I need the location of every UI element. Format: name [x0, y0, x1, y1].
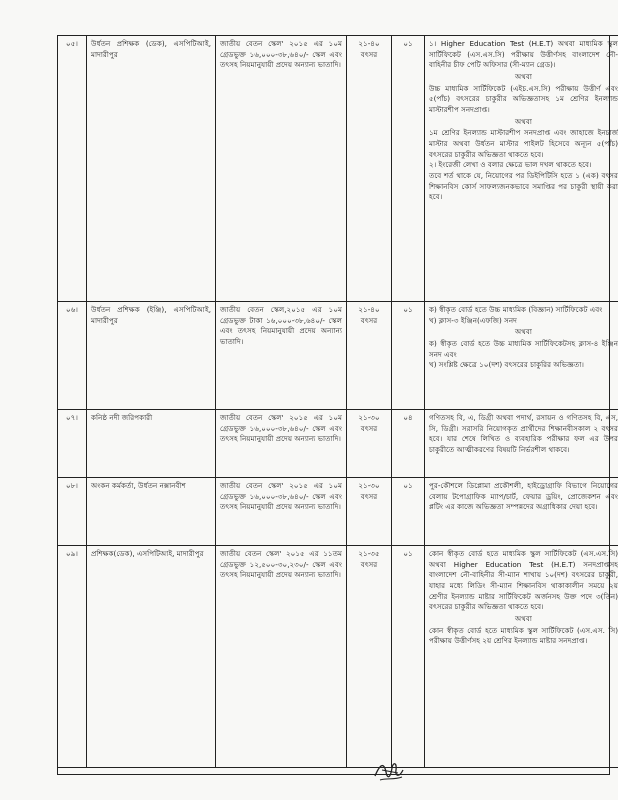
- qualification-paragraph: ২। ইংরেজী লেখা ও বলার ক্ষেত্রে ভাল দখল থাকতে হবে।: [429, 160, 592, 170]
- qualification-paragraph: খ) সংশ্লিষ্ট ক্ষেত্রে ১০(দশ) বৎসরের চাকুরির অভিজ্ঞতা।: [429, 360, 584, 370]
- qualification: [425, 36, 618, 302]
- job-table-body: [58, 36, 618, 768]
- table-row: [58, 302, 618, 410]
- qualification-paragraph: তবে শর্ত থাকে যে, নিয়োগের পর ডিইপিটিসি হতে ১ (এক) বৎসর শিক্ষানবিস কোর্স সাফল্যজনকভাবে সমাপ্তির পর চাকুরী স্থায়ী করা হবে।: [429, 170, 618, 202]
- qualification-paragraph: ক) স্বীকৃত বোর্ড হতে উচ্চ মাধ্যমিক (বিজ্ঞান) সার্টিফিকেট এবং: [429, 305, 603, 314]
- age-limit: ২১-৩০ বৎসর: [347, 478, 392, 546]
- table-row: [58, 478, 618, 546]
- post-count: ০১: [392, 36, 425, 302]
- table-row: [58, 546, 618, 768]
- or-separator: অথবা: [515, 71, 532, 81]
- or-separator: অথবা: [515, 327, 532, 337]
- post-name: প্রশিক্ষক(ডেক), এসপিটিআই, মাদারীপুর: [87, 546, 216, 768]
- table-row: [58, 410, 618, 478]
- qualification: [425, 546, 618, 768]
- pay-scale: জাতীয় বেতন স্কেল,২০১৫ এর ১০ম গ্রেডভুক্ত টাকা ১৬,০০০-৩৮,৬৪০/- স্কেল এবং তৎসহ নিয়মানুযায়ী প্রদেয় অন্যান্য ভাতাদি।: [216, 302, 347, 410]
- qualification-paragraph: কোন স্বীকৃত বোর্ড হতে মাধ্যমিক স্কুল সার্টিফিকেট (এস.এস. সি) পরীক্ষায় উত্তীর্ণসহ ২য় শ্রেণির ইনল্যান্ড মাষ্টার সনদপ্রাপ্ত।: [429, 625, 618, 646]
- age-limit: ২১-৩৫ বৎসর: [347, 546, 392, 768]
- qualification-paragraph: উচ্চ মাধ্যমিক সার্টিফিকেট (এইচ.এস.সি) পরীক্ষায় উত্তীর্ণ এবং ৫(পাঁচ) বৎসরের চাকুরীর অভিজ্ঞতাসহ ১ম শ্রেণির ইনল্যান্ড মাস্টারশীপ সনদপ্রাপ্ত।: [429, 83, 618, 114]
- serial-number: ০৭।: [58, 410, 87, 478]
- qualification-paragraph: খ) ক্লাস-৩ ইঞ্জিন(এফজি) সনদ: [429, 315, 517, 325]
- signature: [372, 758, 406, 784]
- post-name: উর্ধতন প্রশিক্ষক (ইঞ্জি), এসপিটিআই, মাদারীপুর: [87, 302, 216, 410]
- serial-number: ০৫।: [58, 36, 87, 302]
- qualification-paragraph: ১। Higher Education Test (H.E.T) অথবা মাধ্যমিক স্কুল সার্টিফিকেট (এস.এস.সি) পরীক্ষায় উত্তীর্ণসহ বাংলাদেশ নৌ-বাহিনীর চীফ পেটি অফিসার (সী-ম্যান গ্রেড)।: [429, 39, 618, 70]
- qualification: [425, 478, 618, 546]
- age-limit: ২১-৪০ বৎসর: [347, 302, 392, 410]
- pay-scale: জাতীয় বেতন স্কেল' ২০১৫ এর ১০ম গ্রেডভুক্ত ১৬,০০০-৩৮,৬৪০/- স্কেল এবং তৎসহ নিয়মানুযায়ী প্রদেয় অন্যান্য ভাতাদি।: [216, 410, 347, 478]
- age-limit: ২১-৩০ বৎসর: [347, 410, 392, 478]
- post-count: ০১: [392, 302, 425, 410]
- post-name: কনিষ্ঠ নদী জরিপকারী: [87, 410, 216, 478]
- job-table: [57, 35, 618, 768]
- qualification-paragraph: কোন স্বীকৃত বোর্ড হতে মাধ্যমিক স্কুল সার্টিফিকেট (এস.এস.সি) অথবা Higher Education Test (H.E.T) সনদপ্রাপ্তসহ বাংলাদেশ নৌ-বাহিনীর সী-ম্যান শাখায় ১০(দশ) বৎসরের চাকুরী, যাহার মধ্যে লিডিং সী-ম্যান শিক্ষানবিস থাকাকালীন সময়ে ২য় শ্রেণীর ইনল্যান্ড মাষ্টার সার্টিফিকেট অর্জনসহ উক্ত পদে ৩(তিন) বৎসরের চাকুরীর অভিজ্ঞতা থাকতে হবে।: [429, 549, 618, 612]
- serial-number: ০৮।: [58, 478, 87, 546]
- qualification: [425, 302, 618, 410]
- post-name: উর্ধতন প্রশিক্ষক (ডেক), এসপিটিআই, মাদারীপুর: [87, 36, 216, 302]
- post-count: ০১: [392, 478, 425, 546]
- pay-scale: জাতীয় বেতন স্কেল' ২০১৫ এর ১১তম গ্রেডভুক্ত ১২,৫০০-৩০,২৩০/- স্কেল এবং তৎসহ নিয়মানুযায়ী প্রদেয় অন্যান্য ভাতাদি।: [216, 546, 347, 768]
- pay-scale: জাতীয় বেতন স্কেল' ২০১৫ এর ১০ম গ্রেডভুক্ত ১৬,০০০-৩৮,৬৪০/- স্কেল এবং তৎসহ নিয়মানুযায়ী প্রদেয় অন্যান্য ভাতাদি।: [216, 478, 347, 546]
- qualification-paragraph: পুর-কৌশলে ডিপ্লোমা প্রকৌশলী, হাইড্রোগ্রাফি বিভাগে নিয়োগের বেলায় টপোগ্রাফিক ম্যাপ/চার্ট, ফেয়ার ড্রয়িং, প্রোজেকশন এবং প্লটিং এর কাজে অভিজ্ঞতা সম্পন্নদের অগ্রাধিকার দেয়া হবে।: [429, 481, 618, 512]
- qualification-paragraph: গণিতসহ বি, এ, ডিগ্রী অথবা পদার্থ, রসায়ন ও গণিতসহ বি, এস, সি, ডিগ্রী। সরাসরি নিয়োগকৃত প্রার্থীদের শিক্ষানবীসকাল ২ বৎসর হবে। যার শেষে লিখিত ও ব্যবহারিক পরীক্ষার ফল এর উপর চাকুরীতে আত্মীকরণের বিষয়টি নির্ভরশীল থাকবে।: [429, 413, 618, 454]
- table-row: [58, 36, 618, 302]
- qualification: [425, 410, 618, 478]
- serial-number: ০৬।: [58, 302, 87, 410]
- pay-scale: জাতীয় বেতন স্কেল' ২০১৫ এর ১০ম গ্রেডভুক্ত ১৬,০০০-৩৮,৬৪০/- স্কেল এবং তৎসহ নিয়মানুযায়ী প্রদেয় অন্যান্য ভাতাদি।: [216, 36, 347, 302]
- or-separator: অথবা: [515, 613, 532, 623]
- post-count: ০১: [392, 546, 425, 768]
- qualification-paragraph: ১ম শ্রেণির ইনল্যান্ড মাস্টারশীপ সনদপ্রাপ্ত এবং জাহাজে ইনচার্জ মাস্টার অথবা উর্ধতন মাস্টার পাইলট হিসেবে অন্যূন ৫(পাঁচ) বৎসরের চাকুরীর অভিজ্ঞতা থাকতে হবে।: [429, 128, 618, 159]
- qualification-paragraph: ক) স্বীকৃত বোর্ড হতে উচ্চ মাধ্যমিক সার্টিফিকেটসহ ক্লাস-৪ ইঞ্জিন সনদ এবং: [429, 338, 618, 359]
- age-limit: ২১-৪০ বৎসর: [347, 36, 392, 302]
- or-separator: অথবা: [515, 116, 532, 126]
- post-name: অংকন কর্মকর্তা, উর্ধতন নক্সানবীশ: [87, 478, 216, 546]
- serial-number: ০৯।: [58, 546, 87, 768]
- post-count: ০৪: [392, 410, 425, 478]
